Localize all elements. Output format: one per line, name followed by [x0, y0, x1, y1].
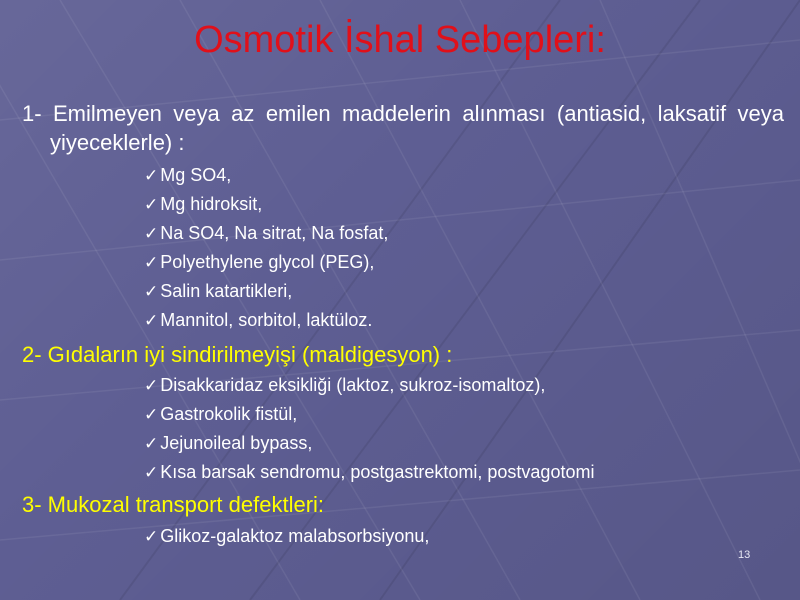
list-item: ✓ Glikoz-galaktoz malabsorbsiyonu, [144, 526, 430, 547]
section-3-heading: 3- Mukozal transport defektleri: [22, 492, 325, 517]
section-2-heading: 2- Gıdaların iyi sindirilmeyişi (maldigesyon) : [22, 342, 453, 367]
checkmark-icon: ✓ [144, 527, 159, 547]
checkmark-icon: ✓ [144, 282, 159, 302]
checkmark-icon: ✓ [144, 434, 159, 454]
section-1-heading: 1- Emilmeyen veya az emilen maddelerin alınması (antiasid, laksatif veya yiyeceklerle) : [22, 101, 784, 155]
checkmark-icon: ✓ [144, 166, 159, 186]
list-item: ✓ Kısa barsak sendromu, postgastrektomi, postvagotomi [144, 462, 595, 483]
slide-title: Osmotik İshal Sebepleri: [194, 19, 606, 61]
checkmark-icon: ✓ [144, 253, 159, 273]
list-item: ✓ Gastrokolik fistül, [144, 404, 298, 425]
page-number: 13 [738, 549, 751, 561]
list-item: ✓ Mg SO4, [144, 165, 232, 186]
checkmark-icon: ✓ [144, 376, 159, 396]
list-item: ✓ Na SO4, Na sitrat, Na fosfat, [144, 223, 389, 244]
list-item: ✓ Polyethylene glycol (PEG), [144, 252, 375, 273]
checkmark-icon: ✓ [144, 224, 159, 244]
checkmark-icon: ✓ [144, 311, 159, 331]
checkmark-icon: ✓ [144, 463, 159, 483]
list-item: ✓ Disakkaridaz eksikliği (laktoz, sukroz-isomaltoz), [144, 375, 546, 396]
list-item: ✓ Jejunoileal bypass, [144, 433, 313, 454]
checkmark-icon: ✓ [144, 195, 159, 215]
list-item: ✓ Salin katartikleri, [144, 281, 293, 302]
list-item: ✓ Mannitol, sorbitol, laktüloz. [144, 310, 373, 331]
list-item: ✓ Mg hidroksit, [144, 194, 263, 215]
checkmark-icon: ✓ [144, 405, 159, 425]
